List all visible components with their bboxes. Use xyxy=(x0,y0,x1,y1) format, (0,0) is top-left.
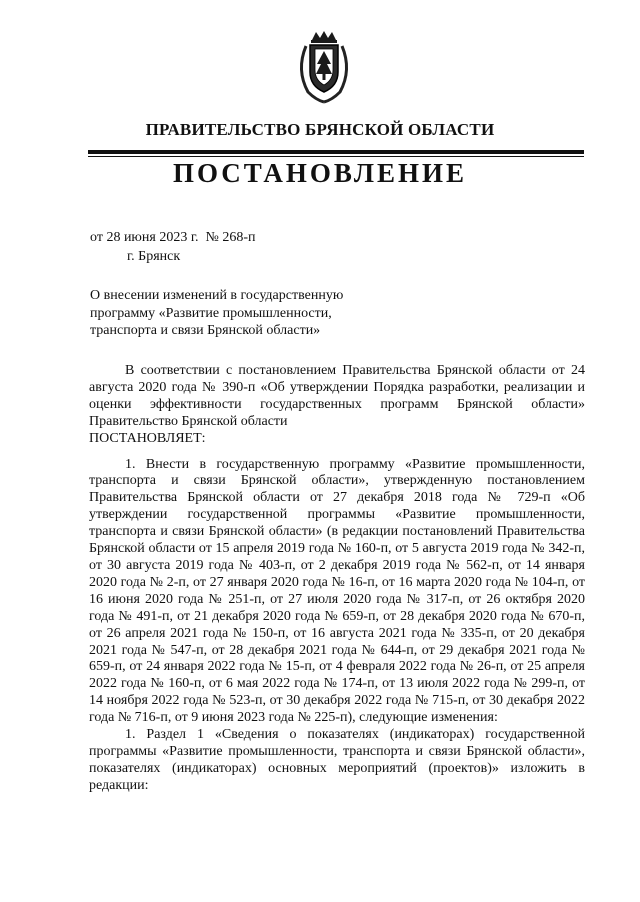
coat-of-arms-icon xyxy=(294,30,354,104)
document-type: ПОСТАНОВЛЕНИЕ xyxy=(172,158,468,188)
document-body xyxy=(89,363,585,795)
item-1-paragraph: 1. Внести в государственную программу «Развитие промышленности, транспорта и связи Брянской области», утвержденную постановлением Правительства Брянской области от 27 декабря 2018 года № 729-п «Об утверждении государственной программы «Развитие промышленности, транспорта и связи Брянской области» (в редакции постановлений Правительства Брянской области от 15 апреля 2019 года № 160-п, от 5 августа 2019 года № 342-п, от 30 августа 2019 года № 403-п, от 2 декабря 2019 года № 562-п, от 14 января 2020 года № 2-п, от 27 января 2020 года № 16-п, от 16 марта 2020 года № 104-п, от 16 июня 2020 года № 251-п, от 27 июля 2020 года № 317-п, от 26 октября 2020 года № 491-п, от 21 декабря 2020 года № 659-п, от 28 декабря 2020 года № 670-п, от 26 апреля 2021 года № 150-п, от 16 августа 2021 года № 335-п, от 20 декабря 2021 года № 547-п, от 28 декабря 2021 года № 644-п, от 29 декабря 2021 года № 659-п, от 24 января 2022 года № 15-п, от 4 февраля 2022 года № 26-п, от 25 апреля 2022 года № 160-п, от 6 мая 2022 года № 174-п, от 13 июля 2022 года № 299-п, от 14 ноября 2022 года № 523-п, от 30 декабря 2022 года № 715-п, от 30 декабря 2022 года № 716-п, от 9 июня 2023 года № 225-п), следующие изменения: xyxy=(89,456,585,726)
header-rule-thick xyxy=(88,150,584,154)
subject-line: транспорта и связи Брянской области» xyxy=(90,323,321,338)
document-subject xyxy=(90,287,343,340)
number-label: № xyxy=(205,230,219,245)
date-line xyxy=(90,230,256,246)
from-label: от xyxy=(90,230,103,245)
subject-line: О внесении изменений в государственную xyxy=(90,288,344,303)
document-date: 28 июня 2023 г. xyxy=(106,230,199,245)
city: г. Брянск xyxy=(127,249,181,264)
document-number: 268-п xyxy=(222,230,256,245)
decree-word: ПОСТАНОВЛЯЕТ: xyxy=(89,430,206,446)
subject-line: программу «Развитие промышленности, xyxy=(90,305,332,321)
preamble-paragraph: В соответствии с постановлением Правительства Брянской области от 24 августа 2020 года № 390-п «Об утверждении Порядка разработки, реализации и оценки эффективности государственных программ Брянской области» Правительство Брянской области xyxy=(89,363,585,429)
item-1-1-paragraph: 1. Раздел 1 «Сведения о показателях (индикаторах) государственной программы «Развитие промышленности, транспорта и связи Брянской области», показателях (индикаторах) основных мероприятий (проектов)» изложить в редакции: xyxy=(89,727,585,793)
organization-name: ПРАВИТЕЛЬСТВО БРЯНСКОЙ ОБЛАСТИ xyxy=(145,120,495,139)
header-rule-thin xyxy=(88,156,584,157)
